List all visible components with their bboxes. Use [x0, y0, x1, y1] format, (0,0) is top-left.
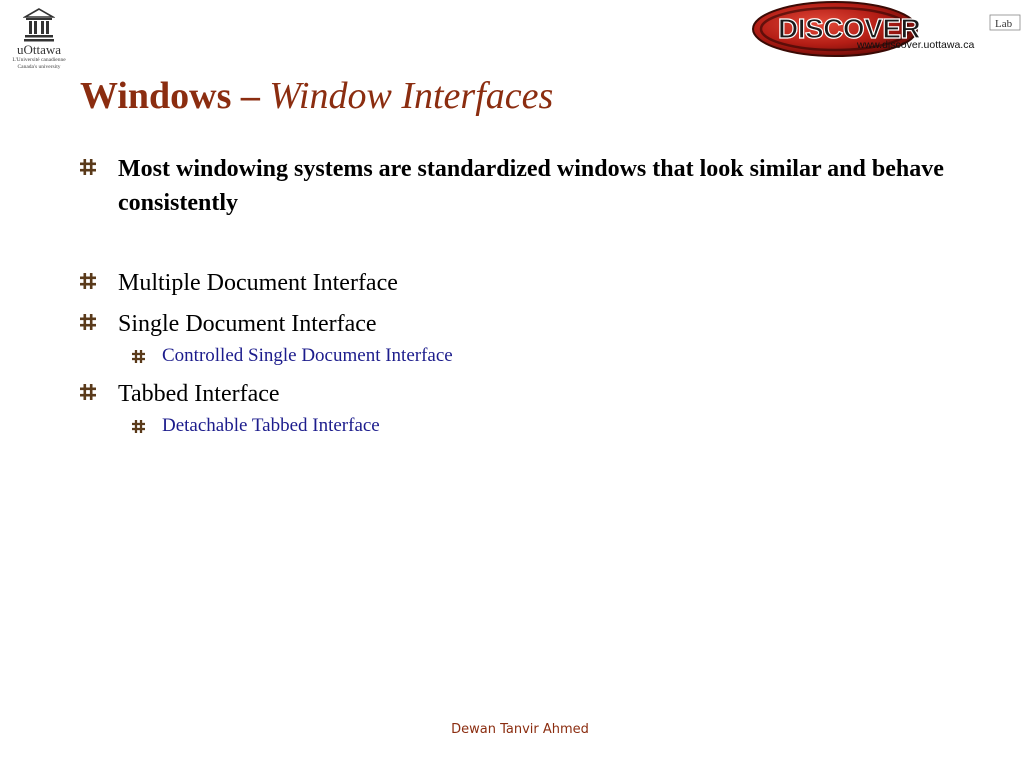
list-item-text: Tabbed Interface [118, 381, 280, 407]
university-building-icon [23, 8, 55, 42]
spacer [80, 220, 980, 266]
square-bullet-icon [80, 159, 96, 175]
square-bullet-icon [80, 384, 96, 400]
sub-list-item-text: Controlled Single Document Interface [162, 345, 453, 366]
uottawa-logo [8, 8, 70, 71]
bullet-list [80, 152, 980, 441]
list-item [80, 377, 980, 411]
sub-list-item-text: Detachable Tabbed Interface [162, 415, 380, 436]
list-item [80, 307, 980, 341]
slide-title [80, 74, 553, 118]
spacer [80, 300, 980, 307]
discover-lab-logo [750, 0, 1024, 60]
list-item-text: Single Document Interface [118, 311, 377, 337]
square-bullet-icon [132, 350, 145, 363]
discover-url: www.discover.uottawa.ca [857, 39, 975, 51]
discover-lab-label: Lab [995, 18, 1013, 30]
uottawa-tagline-en: Canada's university [17, 64, 61, 70]
list-item [80, 152, 980, 220]
uottawa-tagline-fr: L'Université canadienne [12, 57, 66, 63]
discover-wordmark: DISCOVER [778, 13, 921, 44]
footer-author: Dewan Tanvir Ahmed [451, 722, 589, 737]
title-subtitle: Window Interfaces [269, 75, 554, 117]
title-main: Windows – [80, 75, 270, 117]
list-item-text: Multiple Document Interface [118, 270, 398, 296]
sub-list-item [80, 411, 980, 441]
uottawa-name: uOttawa [16, 42, 62, 57]
square-bullet-icon [132, 420, 145, 433]
sub-list-item [80, 341, 980, 371]
list-item-text: Most windowing systems are standardized windows that look similar and behave consistently [118, 156, 944, 216]
square-bullet-icon [80, 314, 96, 330]
list-item [80, 266, 980, 300]
square-bullet-icon [80, 273, 96, 289]
